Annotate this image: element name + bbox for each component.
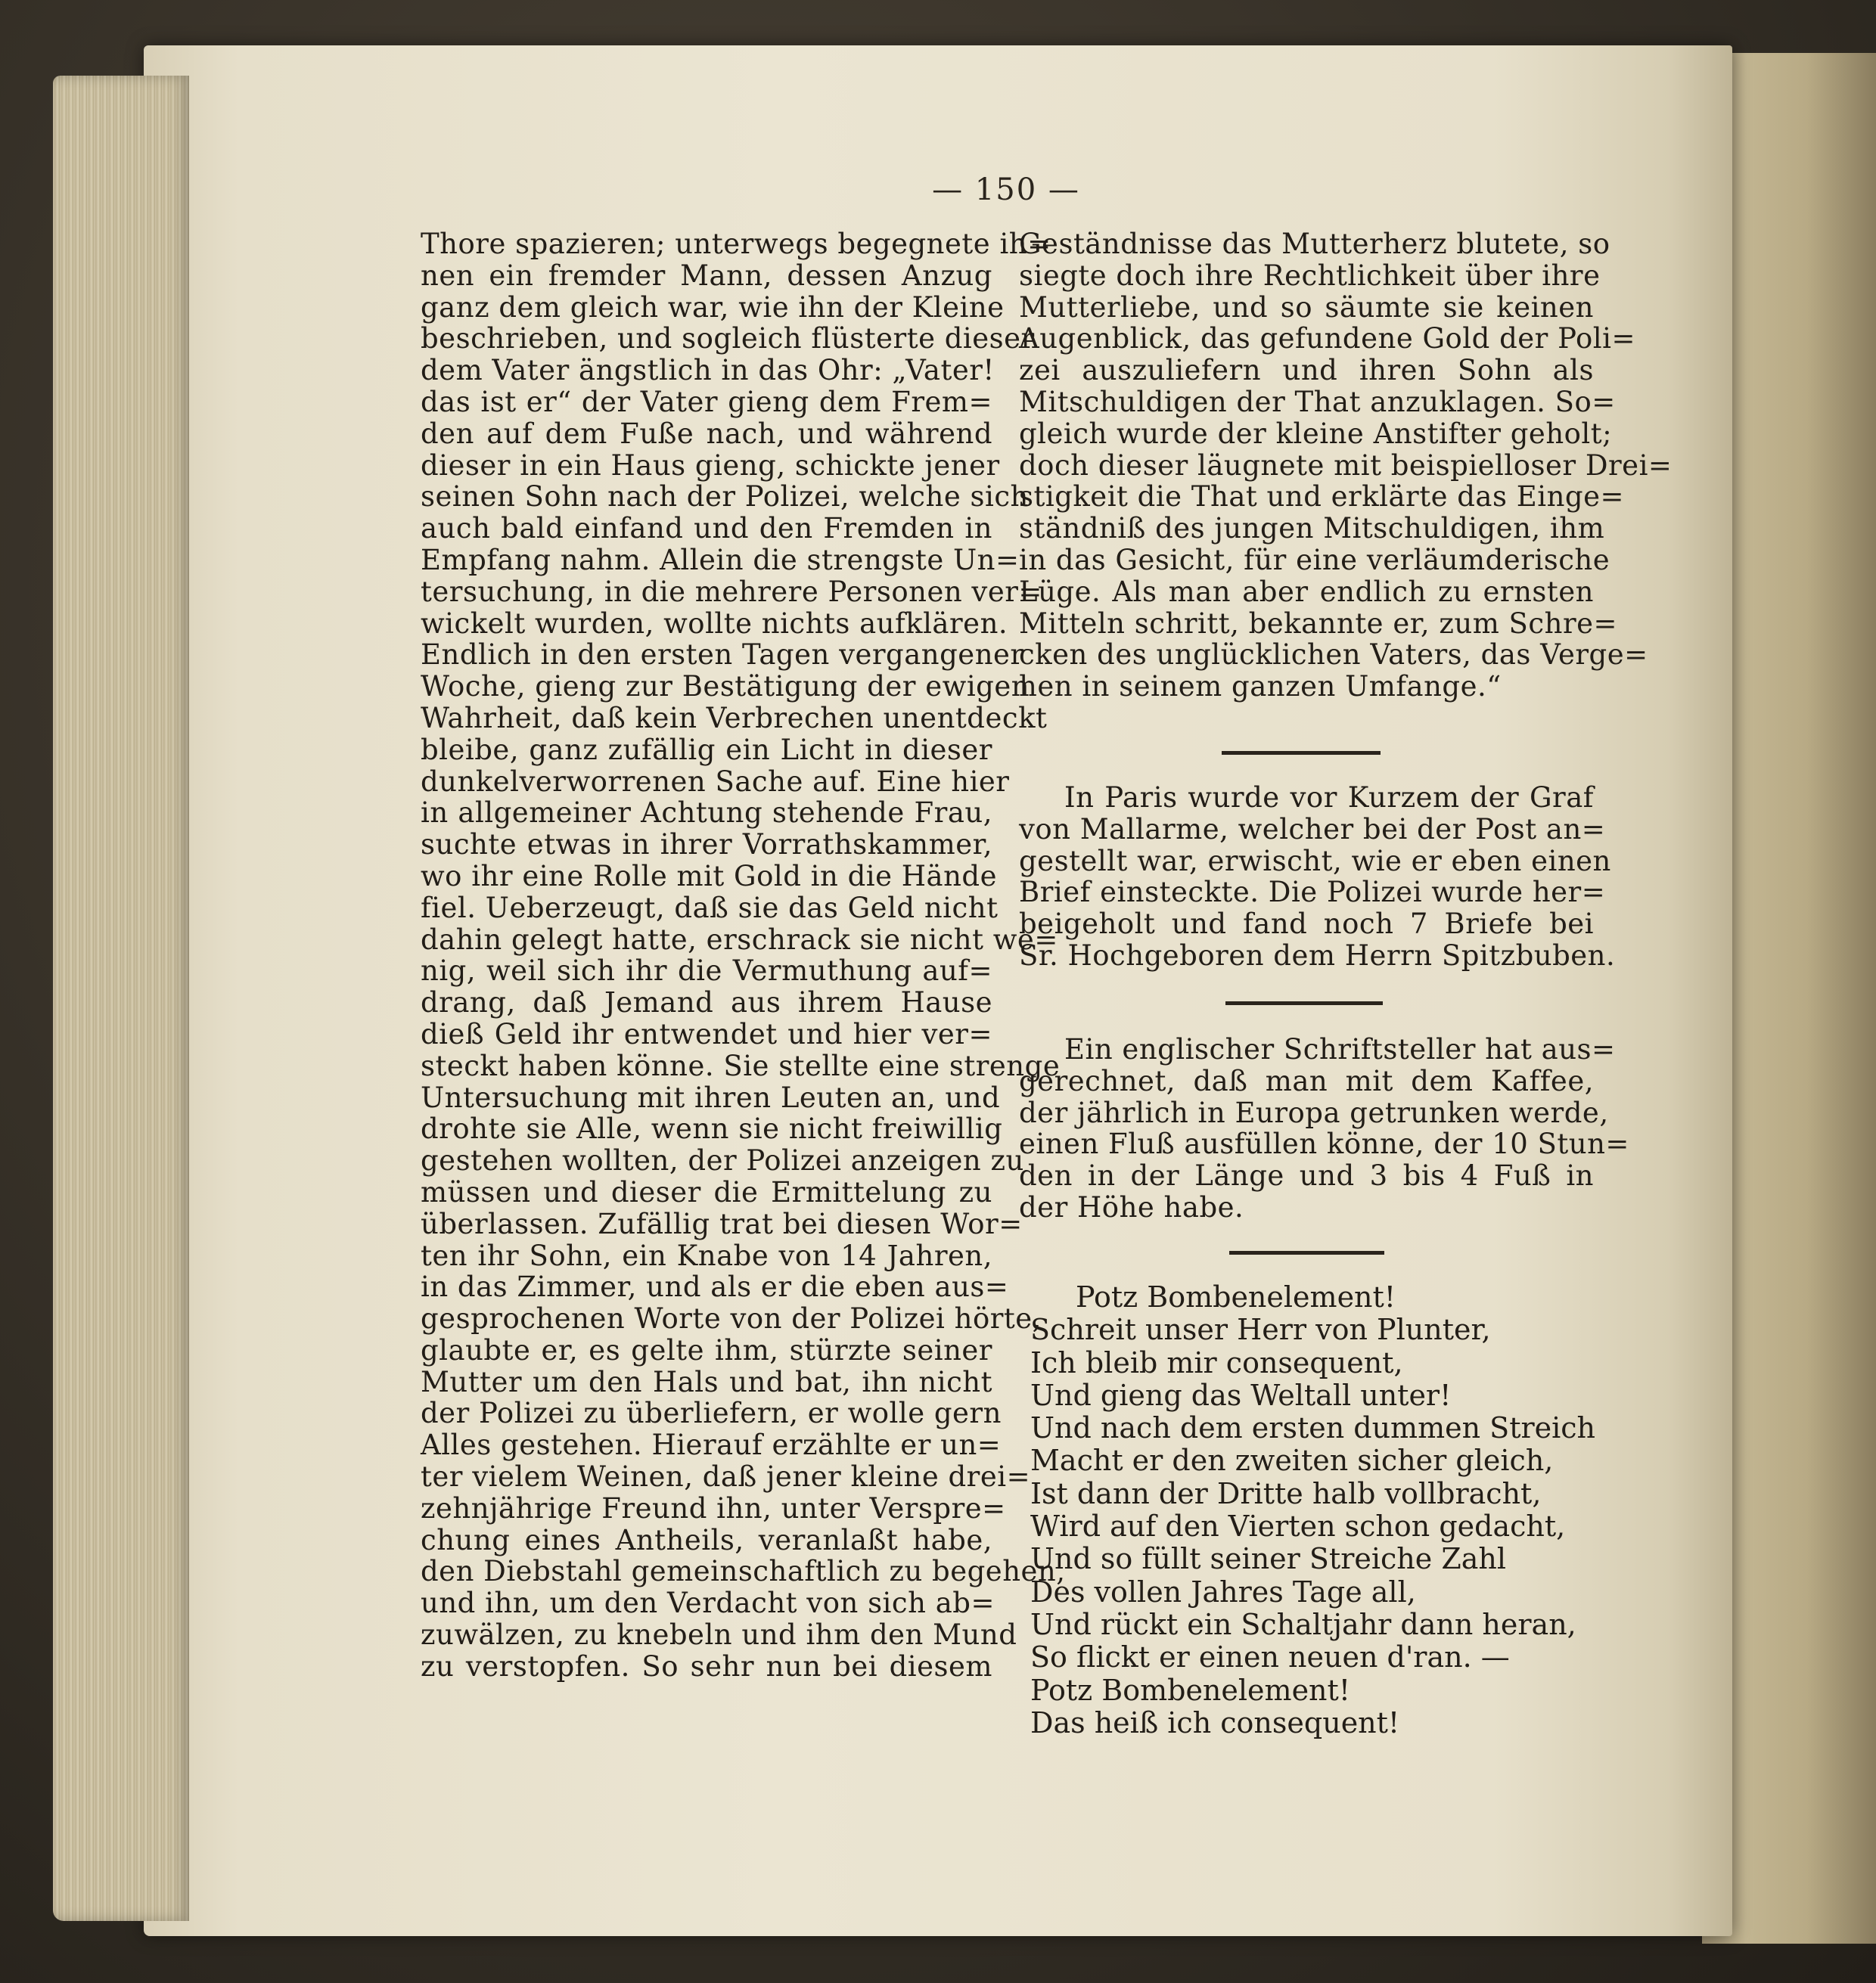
- text-line: Thore spazieren; unterwegs begegnete ih=: [421, 228, 1051, 260]
- poem-line: Das heiß ich consequent!: [1030, 1705, 1400, 1739]
- text-line: siegte doch ihre Rechtlichkeit über ihre: [1019, 259, 1601, 292]
- text-line: und ihn, um den Verdacht von sich ab=: [421, 1587, 995, 1620]
- text-line: Empfang nahm. Allein die strengste Un=: [421, 543, 1020, 576]
- separator-rule-2: [1225, 1001, 1383, 1005]
- text-line: nen ein fremder Mann, dessen Anzug: [421, 259, 992, 292]
- text-line: müssen und dieser die Ermittelung zu: [421, 1175, 992, 1209]
- poem-line: Und nach dem ersten dummen Streich: [1030, 1411, 1596, 1445]
- text-line: von Mallarme, welcher bei der Post an=: [1019, 812, 1606, 846]
- poem-line: Wird auf den Vierten schon gedacht,: [1030, 1510, 1566, 1544]
- text-line: chung eines Antheils, veranlaßt habe,: [421, 1523, 992, 1556]
- text-line: der Polizei zu überliefern, er wolle gern: [421, 1397, 1002, 1430]
- text-line: zei auszuliefern und ihren Sohn als: [1019, 354, 1594, 387]
- right-column-paris-news: [1019, 781, 1616, 972]
- text-line: gestehen wollten, der Polizei anzeigen zu: [421, 1144, 1024, 1178]
- text-line: zehnjährige Freund ihn, unter Verspre=: [421, 1491, 1006, 1525]
- text-line: fiel. Ueberzeugt, daß sie das Geld nicht: [421, 891, 999, 924]
- left-column: [421, 228, 1066, 1683]
- text-line: in das Gesicht, für eine verläumderische: [1019, 543, 1610, 576]
- text-line: das ist er“ der Vater gieng dem Frem=: [421, 385, 992, 418]
- text-line: ständniß des jungen Mitschuldigen, ihm: [1019, 512, 1605, 545]
- page-stack-edge: [53, 76, 189, 1921]
- text-line: drohte sie Alle, wenn sie nicht freiwillig: [421, 1113, 1003, 1146]
- text-line: Mitschuldigen der That anzuklagen. So=: [1019, 385, 1616, 418]
- text-line: In Paris wurde vor Kurzem der Graf: [1064, 781, 1594, 814]
- right-column-article-end: [1019, 228, 1673, 703]
- text-line: der jährlich in Europa getrunken werde,: [1019, 1096, 1609, 1129]
- text-line: Ein englischer Schriftsteller hat aus=: [1064, 1033, 1616, 1066]
- text-line: Mutter um den Hals und bat, ihn nicht: [421, 1365, 992, 1398]
- text-line: zu verstopfen. So sehr nun bei diesem: [421, 1649, 992, 1683]
- text-line: Untersuchung mit ihren Leuten an, und: [421, 1081, 1001, 1114]
- text-line: Brief einsteckte. Die Polizei wurde her=: [1019, 876, 1606, 909]
- text-line: Woche, gieng zur Bestätigung der ewigen: [421, 670, 1030, 703]
- text-line: dieser in ein Haus gieng, schickte jener: [421, 448, 1000, 482]
- page-number: — 150 —: [932, 172, 1080, 207]
- text-line: den in der Länge und 3 bis 4 Fuß in: [1019, 1159, 1594, 1193]
- poem-line: Schreit unser Herr von Plunter,: [1030, 1313, 1491, 1347]
- text-line: beschrieben, und sogleich flüsterte dieser: [421, 322, 1035, 355]
- text-line: Sr. Hochgeboren dem Herrn Spitzbuben.: [1019, 939, 1616, 972]
- text-line: wickelt wurden, wollte nichts aufklären.: [421, 607, 1008, 640]
- poem-line: Und so füllt seiner Streiche Zahl: [1030, 1542, 1507, 1576]
- text-line: Mutterliebe, und so säumte sie keinen: [1019, 290, 1594, 324]
- text-line: stigkeit die That und erklärte das Einge=: [1019, 480, 1624, 514]
- text-line: beigeholt und fand noch 7 Briefe bei: [1019, 908, 1594, 941]
- text-line: Wahrheit, daß kein Verbrechen unentdeckt: [421, 701, 1048, 734]
- text-line: den Diebstahl gemeinschaftlich zu begehen,: [421, 1555, 1066, 1588]
- poem-line: Des vollen Jahres Tage all,: [1030, 1575, 1416, 1609]
- text-line: ter vielem Weinen, daß jener kleine drei=: [421, 1460, 1031, 1494]
- text-line: dem Vater ängstlich in das Ohr: „Vater!: [421, 354, 995, 387]
- text-line: suchte etwas in ihrer Vorrathskammer,: [421, 828, 992, 861]
- text-line: Alles gestehen. Hierauf erzählte er un=: [421, 1429, 1002, 1462]
- separator-rule-3: [1229, 1251, 1384, 1255]
- text-line: tersuchung, in die mehrere Personen ver=: [421, 575, 1042, 608]
- text-line: gestellt war, erwischt, wie er eben einen: [1019, 844, 1611, 877]
- text-line: Augenblick, das gefundene Gold der Poli=: [1019, 322, 1635, 355]
- text-line: dieß Geld ihr entwendet und hier ver=: [421, 1017, 992, 1050]
- text-line: hen in seinem ganzen Umfange.“: [1019, 670, 1502, 703]
- text-line: seinen Sohn nach der Polizei, welche sich: [421, 480, 1029, 514]
- text-line: Lüge. Als man aber endlich zu ernsten: [1019, 575, 1594, 608]
- text-line: glaubte er, es gelte ihm, stürzte seiner: [421, 1333, 992, 1367]
- separator-rule-1: [1222, 751, 1381, 755]
- text-line: drang, daß Jemand aus ihrem Hause: [421, 986, 992, 1019]
- text-line: den auf dem Fuße nach, und während: [421, 417, 992, 450]
- poem-line: Und rückt ein Schaltjahr dann heran,: [1030, 1607, 1576, 1641]
- text-line: dahin gelegt hatte, erschrack sie nicht we=: [421, 923, 1058, 956]
- text-line: überlassen. Zufällig trat bei diesen Wor=: [421, 1207, 1023, 1240]
- poem: [1030, 1280, 1596, 1739]
- poem-line: So flickt er einen neuen d'ran. —: [1030, 1640, 1510, 1674]
- text-line: zuwälzen, zu knebeln und ihm den Mund: [421, 1618, 1017, 1652]
- poem-line: Und gieng das Weltall unter!: [1030, 1378, 1452, 1412]
- poem-line: Potz Bombenelement!: [1076, 1280, 1396, 1314]
- text-line: Geständnisse das Mutterherz blutete, so: [1019, 228, 1610, 260]
- text-line: einen Fluß ausfüllen könne, der 10 Stun=: [1019, 1128, 1629, 1161]
- text-line: wo ihr eine Rolle mit Gold in die Hände: [421, 859, 997, 892]
- text-line: dunkelverworrenen Sache auf. Eine hier: [421, 765, 1010, 798]
- text-line: Mitteln schritt, bekannte er, zum Schre=: [1019, 607, 1618, 640]
- text-line: ganz dem gleich war, wie ihn der Kleine: [421, 290, 1005, 324]
- poem-line: Potz Bombenelement!: [1030, 1673, 1351, 1707]
- text-line: ten ihr Sohn, ein Knabe von 14 Jahren,: [421, 1239, 992, 1272]
- text-line: der Höhe habe.: [1019, 1190, 1244, 1224]
- text-line: in allgemeiner Achtung stehende Frau,: [421, 796, 992, 830]
- text-line: gesprochenen Worte von der Polizei hörte,: [421, 1302, 1042, 1336]
- poem-line: Ist dann der Dritte halb vollbracht,: [1030, 1476, 1542, 1510]
- text-line: bleibe, ganz zufällig ein Licht in dieser: [421, 733, 992, 766]
- text-line: cken des unglücklichen Vaters, das Verge=: [1019, 638, 1648, 672]
- text-line: Endlich in den ersten Tagen vergangener: [421, 638, 1024, 672]
- poem-line: Ich bleib mir consequent,: [1030, 1345, 1403, 1379]
- text-line: gerechnet, daß man mit dem Kaffee,: [1019, 1064, 1594, 1097]
- text-line: steckt haben könne. Sie stellte eine strenge: [421, 1049, 1061, 1082]
- right-column-coffee-news: [1019, 1033, 1629, 1224]
- text-line: auch bald einfand und den Fremden in: [421, 512, 992, 545]
- poem-line: Macht er den zweiten sicher gleich,: [1030, 1444, 1554, 1478]
- text-line: gleich wurde der kleine Anstifter geholt;: [1019, 417, 1613, 450]
- text-line: doch dieser läugnete mit beispielloser Drei=: [1019, 448, 1673, 482]
- text-line: nig, weil sich ihr die Vermuthung auf=: [421, 954, 992, 988]
- text-line: in das Zimmer, und als er die eben aus=: [421, 1271, 1009, 1304]
